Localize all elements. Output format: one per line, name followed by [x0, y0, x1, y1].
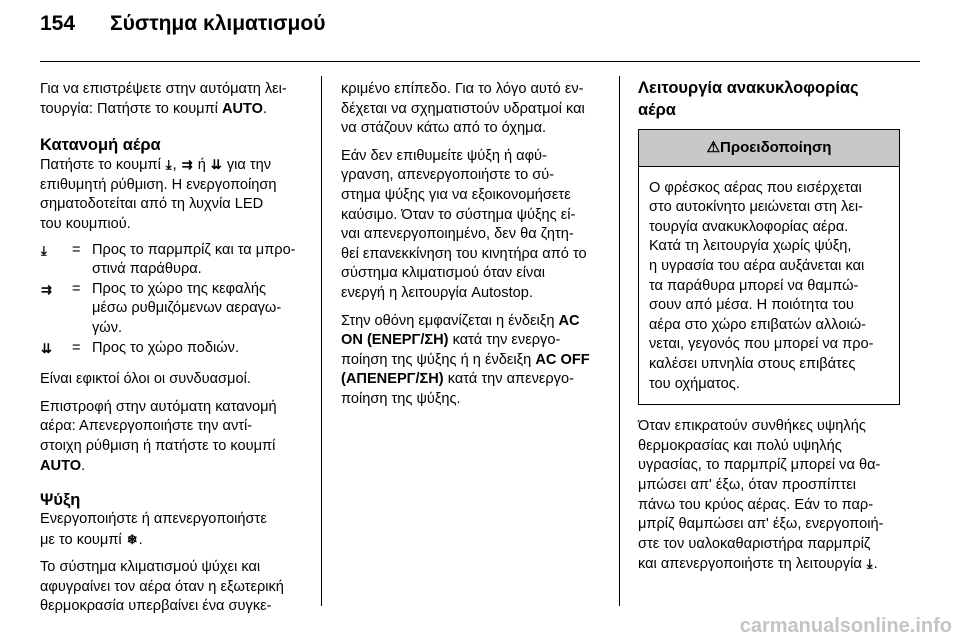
text-line: Κατά τη λειτουργία χωρίς ψύξη,	[649, 238, 852, 255]
column-3	[638, 77, 900, 583]
fuel-saving-paragraph	[341, 147, 603, 304]
text-line: σύστημα κλιματισμού όταν είναι	[341, 265, 546, 282]
text-line: κριμένο επίπεδο. Για το λόγο αυτό εν-	[341, 81, 584, 97]
text-line: στε τον υαλοκαθαριστήρα παρμπρίζ	[638, 535, 871, 552]
text-line: η υγρασία του αέρα αυξάνεται και	[649, 257, 865, 274]
text-line	[341, 312, 603, 332]
text-line: θεί επανεκκίνηση του κινητήρα από το	[341, 245, 587, 262]
text-span: με το κουμπί	[40, 531, 126, 548]
text-line	[40, 530, 306, 551]
text-line: καύσιμο. Όταν το σύστημα ψύξης εί-	[341, 206, 576, 223]
text-span: ποίηση της ψύξης ή η ένδειξη	[341, 351, 536, 368]
auto-button-ref: AUTO	[40, 457, 82, 474]
text-line: μέσω ρυθμιζόμενων αεραγω-	[92, 300, 282, 317]
text-span: .	[138, 531, 143, 548]
watermark: carmanualsonline.info	[739, 615, 952, 637]
text-line: ενεργή η λειτουργία Autostop.	[341, 284, 533, 301]
head-air-icon: ⇉	[41, 281, 52, 297]
text-line: θερμοκρασίας και πολύ υψηλής	[638, 437, 842, 454]
head-air-icon: ⇉	[181, 157, 193, 173]
text-line: Είναι εφικτοί όλοι οι συνδυασμοί.	[40, 371, 251, 388]
text-line: αέρα στο χώρο επιβατών αλλοιώ-	[649, 316, 866, 333]
text-line: γών.	[92, 319, 123, 336]
text-span: .	[263, 100, 268, 117]
text-line: του κουμπιού.	[40, 215, 131, 232]
text-line: αέρα	[638, 101, 676, 119]
warning-title: ⚠Προειδοποίηση	[639, 130, 899, 167]
windscreen-air-icon: ⤓	[866, 556, 873, 572]
definition-list	[40, 241, 306, 359]
text-line: νεται, γεγονός που μπορεί να προ-	[649, 336, 874, 353]
definition-text	[92, 241, 306, 280]
definition-text	[92, 339, 306, 359]
text-line: Για να επιστρέψετε στην αυτόματη λει-	[40, 81, 287, 97]
text-span: ή	[193, 157, 210, 174]
text-span: τουργία: Πατήστε το κουμπί	[40, 100, 222, 117]
definition-item	[40, 339, 306, 359]
text-line: Προς το παρμπρίζ και τα μπρο-	[92, 241, 296, 258]
text-span: για την	[222, 157, 272, 174]
column-2	[341, 80, 603, 418]
text-line: στοιχη ρύθμιση ή πατήστε το κουμπί	[40, 437, 276, 454]
text-line: μπρίζ θαμπώσει απ' έξω, ενεργοποιή-	[638, 516, 884, 533]
text-line: αέρα: Απενεργοποιήστε την αντί-	[40, 418, 253, 435]
text-span: και απενεργοποιήστε τη λειτουργία	[638, 556, 866, 573]
ac-on-indicator-text: AC	[558, 312, 580, 329]
text-span: Στην οθόνη εμφανίζεται η ένδειξη	[341, 312, 559, 329]
warning-body	[639, 167, 899, 405]
column-divider-2	[619, 76, 620, 606]
text-line: στο αυτοκίνητο μειώνεται στη λει-	[649, 199, 864, 216]
text-line: να στάζουν κάτω από το όχημα.	[341, 120, 547, 137]
feet-air-icon: ⇊	[41, 340, 52, 356]
text-line: στημα ψύξης για να εξοικονομήσετε	[341, 186, 571, 203]
text-line: σηματοδοτείται από τη λυχνία LED	[40, 196, 264, 213]
windscreen-air-icon: ⤓	[165, 157, 172, 173]
snowflake-icon: ❄	[126, 531, 138, 547]
text-line: ποίηση της ψύξης.	[341, 390, 461, 407]
text-line: ναι απενεργοποιημένο, δεν θα ζητη-	[341, 226, 574, 243]
text-line	[638, 554, 900, 575]
text-line: μπώσει απ' έξω, όταν προσπίπτει	[638, 476, 857, 493]
column-divider-1	[321, 76, 322, 606]
ac-on-indicator-text: ON (ΕΝΕΡΓ/ΣΗ)	[341, 332, 449, 349]
text-line: γρανση, απενεργοποιήστε το σύ-	[341, 167, 555, 184]
text-span: .	[873, 556, 878, 573]
heading-recirculation	[638, 77, 900, 121]
text-line: Το σύστημα κλιματισμού ψύχει και	[40, 559, 261, 576]
cooling-paragraph	[40, 510, 306, 550]
text-line	[40, 155, 306, 176]
warning-box	[638, 129, 900, 405]
text-line: Επιστροφή στην αυτόματη κατανομή	[40, 398, 277, 415]
ac-off-indicator-text: AC OFF	[535, 351, 590, 368]
windscreen-air-icon: ⤓	[41, 242, 47, 258]
text-line: του οχήματος.	[649, 375, 740, 392]
combinations-paragraph	[40, 370, 306, 390]
text-line: Λειτουργία ανακυκλοφορίας	[638, 79, 859, 97]
text-span: .	[81, 457, 86, 474]
text-line: δέχεται να σχηματιστούν υδρατμοί και	[341, 100, 585, 117]
text-span: ,	[172, 157, 181, 174]
text-span: Πατήστε το κουμπί	[40, 157, 165, 174]
equals-sign: =	[72, 280, 81, 297]
page-header	[40, 0, 920, 60]
text-line: στινά παράθυρα.	[92, 261, 202, 278]
equals-sign: =	[72, 241, 81, 258]
text-line: τουργία ανακυκλοφορίας αέρα.	[649, 218, 849, 235]
text-line: θερμοκρασία υπερβαίνει ένα συγκε-	[40, 598, 272, 615]
display-indication-paragraph	[341, 312, 603, 410]
condensation-paragraph	[341, 80, 603, 139]
text-line: αφυγραίνει τον αέρα όταν η εξωτερική	[40, 578, 284, 595]
text-line	[40, 100, 306, 120]
column-1	[40, 80, 306, 625]
text-line: Εάν δεν επιθυμείτε ψύξη ή αφύ-	[341, 147, 547, 164]
distribution-paragraph	[40, 155, 306, 234]
text-line: υγρασίας, το παρμπρίζ μπορεί να θα-	[638, 457, 881, 474]
cooling-description-paragraph	[40, 558, 306, 617]
text-line: Ενεργοποιήστε ή απενεργοποιήστε	[40, 511, 267, 528]
heading-cooling: Ψύξη	[40, 491, 81, 510]
page-number: 154	[40, 12, 76, 35]
text-line: Προς το χώρο ποδιών.	[92, 339, 239, 356]
text-line: τα παράθυρα μπορεί να θαμπώ-	[649, 277, 859, 294]
text-line	[341, 331, 603, 351]
text-line: Ο φρέσκος αέρας που εισέρχεται	[649, 179, 862, 196]
text-line: Προς το χώρο της κεφαλής	[92, 280, 267, 297]
definition-text	[92, 280, 306, 339]
header-divider	[40, 61, 920, 62]
fogging-paragraph	[638, 417, 900, 575]
text-span: κατά την ενεργο-	[448, 332, 561, 349]
text-line: καλέσει υπνηλία στους επιβάτες	[649, 355, 856, 372]
ac-off-indicator-text: (ΑΠΕΝΕΡΓ/ΣΗ)	[341, 371, 444, 388]
text-line: Όταν επικρατούν συνθήκες υψηλής	[638, 418, 866, 435]
equals-sign: =	[72, 339, 81, 356]
definition-item	[40, 241, 306, 280]
text-line: επιθυμητή ρύθμιση. Η ενεργοποίηση	[40, 176, 277, 193]
text-line	[40, 457, 306, 477]
text-line: πάνω του κρύος αέρας. Εάν το παρ-	[638, 496, 874, 513]
feet-air-icon: ⇊	[210, 157, 222, 173]
text-line	[341, 351, 603, 371]
heading-air-distribution: Κατανομή αέρα	[40, 136, 161, 155]
auto-button-ref: AUTO	[221, 100, 264, 117]
text-line: σουν από μέσα. Η ποιότητα του	[649, 297, 854, 314]
page-title: Σύστημα κλιματισμού	[110, 12, 326, 35]
auto-return-paragraph	[40, 80, 306, 119]
text-span: κατά την απενεργο-	[443, 371, 574, 388]
definition-item	[40, 280, 306, 339]
text-line	[341, 370, 603, 390]
return-distribution-paragraph	[40, 398, 306, 476]
